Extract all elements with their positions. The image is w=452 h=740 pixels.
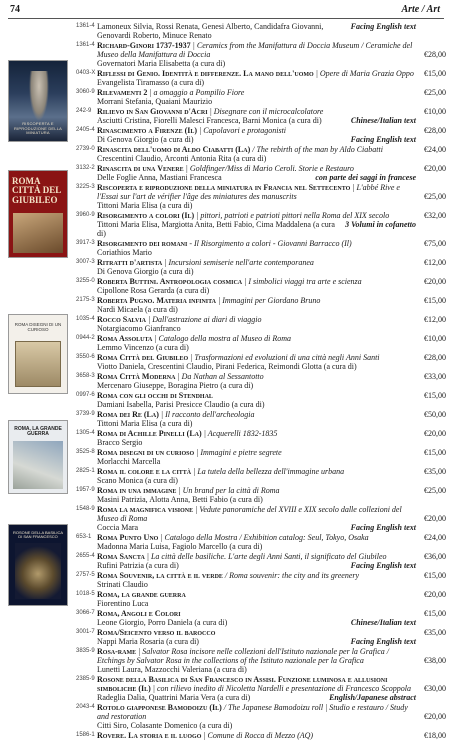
catalog-entry-author — [76, 495, 446, 504]
catalog-entry-author — [76, 523, 446, 532]
catalog-entry-author — [76, 580, 446, 589]
catalog-entry-title — [76, 41, 446, 59]
isbn-code: 3960-9 — [76, 211, 95, 218]
catalog-entry-author — [76, 561, 446, 570]
catalog-entry-title — [76, 552, 446, 561]
book-subtitle: | Immagini per Giordano Bruno — [218, 295, 321, 305]
book-title[interactable]: Roma Punto Uno — [97, 532, 159, 542]
language-note: Facing English text — [350, 523, 416, 532]
catalog-entry-title — [76, 703, 446, 721]
catalog-list — [76, 22, 446, 740]
book-title[interactable]: Roberta Pugno. Materia infinita — [97, 295, 217, 305]
price: €30,00 — [424, 683, 446, 693]
isbn-code: 3001-7 — [76, 628, 95, 635]
isbn-code: 3658-3 — [76, 372, 95, 379]
isbn-code: 3132-2 — [76, 164, 95, 171]
isbn-code: 3225-3 — [76, 183, 95, 190]
price: €15,00 — [424, 447, 446, 457]
book-subtitle: | Goldfinger/Miss di Mario Ceroli. Storie e Restauro — [185, 163, 354, 173]
catalog-entry-author — [76, 135, 446, 144]
language-note: Facing English text — [350, 637, 416, 646]
catalog-entry-author — [76, 201, 446, 210]
catalog-entry-title — [76, 69, 446, 78]
catalog-entry-title — [76, 571, 446, 580]
language-note: con parte dei saggi in francese — [315, 173, 416, 182]
author-line: Leone Giorgio, Porro Daniela (a cura di) — [97, 618, 228, 627]
catalog-entry-author — [76, 542, 446, 551]
author-line: Crescentini Claudio, Arconti Antonia Rita (a cura di) — [97, 154, 267, 163]
price: €28,00 — [424, 125, 446, 135]
book-title[interactable]: Rovere. La storia e il luogo — [97, 730, 202, 740]
price: €18,00 — [424, 730, 446, 740]
price: €24,00 — [424, 144, 446, 154]
isbn-code: 3525-8 — [76, 448, 95, 455]
book-title[interactable]: Rilievo in San Giovanni d'Acri — [97, 106, 208, 116]
book-title[interactable]: Rilevamenti 2 — [97, 87, 148, 97]
header-rule — [8, 18, 444, 19]
author-line: Mercenaro Giuseppe, Boragina Pietro (a cura di) — [97, 381, 254, 390]
book-subtitle: / The Japanese Bamodoizu roll | Studio e restauro / Study and restoration — [97, 702, 408, 721]
cover-title: RISCOPERTA E RIPRODUZIONE DELLA MINIATURA — [13, 121, 63, 135]
isbn-code: 242-9 — [76, 107, 92, 114]
catalog-entry-title — [76, 467, 446, 476]
book-title[interactable]: Ritratti d'artista — [97, 257, 163, 267]
price: €25,00 — [424, 87, 446, 97]
language-note: Facing English text — [350, 561, 416, 570]
language-note: English/Japanese abstract — [329, 693, 416, 702]
catalog-entry-author — [76, 381, 446, 390]
author-line: Damiani Isabella, Parisi Presicce Claudio (a cura di) — [97, 400, 265, 409]
price: €50,00 — [424, 409, 446, 419]
language-note: Chinese/Italian text — [350, 618, 416, 627]
catalog-entry-title — [76, 315, 446, 324]
catalog-entry-title — [76, 258, 446, 267]
book-subtitle: | Dall'astrazione ai diari di viaggio — [148, 314, 262, 324]
book-subtitle: | Capolavori e protagonisti — [199, 125, 287, 135]
author-line: Lunetti Laura, Mazzocchi Valeriana (a cura di) — [97, 665, 247, 674]
catalog-entry-title — [76, 239, 446, 248]
catalog-entry-title — [76, 372, 446, 381]
price: €24,00 — [424, 532, 446, 542]
book-title[interactable]: Rosa-rame — [97, 646, 137, 656]
price: €32,00 — [424, 210, 446, 220]
author-line: Lemmo Vincenzo (a cura di) — [97, 343, 189, 352]
isbn-code: 2655-4 — [76, 552, 95, 559]
price: €33,00 — [424, 371, 446, 381]
book-subtitle: - Il Risorgimento a colori - Giovanni Barracco (Il) — [189, 238, 352, 248]
isbn-code: 2175-3 — [76, 296, 95, 303]
catalog-entry-title — [76, 609, 446, 618]
catalog-entry-author — [76, 476, 446, 485]
author-line: Coccia Mara — [97, 523, 139, 532]
price: €20,00 — [424, 513, 446, 523]
price: €12,00 — [424, 314, 446, 324]
price: €10,00 — [424, 106, 446, 116]
book-subtitle: | La tutela della bellezza dell'immagine urbana — [193, 466, 345, 476]
price: €36,00 — [424, 551, 446, 561]
catalog-entry-author — [76, 78, 446, 87]
isbn-code: 3007-3 — [76, 258, 95, 265]
price: €10,00 — [424, 333, 446, 343]
book-title[interactable]: Roma, la grande guerra — [97, 589, 186, 599]
book-subtitle: | Ceramics from the Manifattura di Doccia Museum / Ceramiche del Museo della Manifattura di Doccia — [97, 40, 413, 59]
price: €20,00 — [424, 711, 446, 721]
isbn-code: 0997-6 — [76, 391, 95, 398]
catalog-entry-author — [76, 173, 446, 182]
isbn-code: 3739-9 — [76, 410, 95, 417]
book-title[interactable]: Roma in una immagine — [97, 485, 177, 495]
isbn-code: 0403-X — [76, 69, 96, 76]
author-line: Notargiacomo Gianfranco — [97, 324, 181, 333]
book-subtitle: | Acquerelli 1832-1835 — [203, 428, 278, 438]
price: €15,00 — [424, 570, 446, 580]
author-line: Radeglia Dalia, Quattrini Maria Vera (a cura di) — [97, 693, 251, 702]
section-title: Arte / Art — [401, 4, 440, 15]
author-line: Di Genova Giorgio (a cura di) — [97, 135, 194, 144]
catalog-entry-title — [76, 675, 446, 693]
book-subtitle: | Disegnare con il microcalcolatore — [209, 106, 324, 116]
isbn-code: 2825-1 — [76, 467, 95, 474]
book-title[interactable]: Roma dei Re (La) — [97, 409, 159, 419]
book-subtitle: | Incursioni semiserie nell'arte contemporanea — [164, 257, 314, 267]
book-subtitle: | a omaggio a Pompilio Fiore — [149, 87, 245, 97]
isbn-code: 2739-0 — [76, 145, 95, 152]
catalog-entry-author — [76, 343, 446, 352]
author-line: Bracco Sergio — [97, 438, 143, 447]
catalog-entry-author — [76, 220, 446, 238]
book-title[interactable]: Rinascimento a Firenze (Il) — [97, 125, 198, 135]
author-line: Tittoni Maria Elisa, Margiotta Anita, Betti Fabio, Cima Maddalena (a cura di) — [97, 220, 335, 238]
book-subtitle: | I simbolici viaggi tra arte e scienza — [244, 276, 362, 286]
book-cover-grande-guerra[interactable] — [8, 420, 68, 494]
catalog-entry-title — [76, 296, 446, 305]
book-title[interactable]: Roma Assoluta — [97, 333, 153, 343]
catalog-entry-author — [76, 267, 446, 276]
book-title[interactable]: Roma Città Moderna — [97, 371, 176, 381]
price: €15,00 — [424, 608, 446, 618]
isbn-code: 1361-4 — [76, 41, 95, 48]
catalog-entry-title — [76, 731, 446, 740]
isbn-code: 1305-4 — [76, 429, 95, 436]
isbn-code: 2405-4 — [76, 126, 95, 133]
book-title[interactable]: Roma/Seicento verso il barocco — [97, 627, 216, 637]
catalog-entry-title — [76, 126, 446, 135]
catalog-entry-title — [76, 391, 446, 400]
language-note: Facing English text — [350, 135, 416, 144]
author-line: Morrani Stefania, Quaiani Maurizio — [97, 97, 213, 106]
author-line: Nardi Micaela (a cura di) — [97, 305, 178, 314]
author-line: Rufini Patrizia (a cura di) — [97, 561, 179, 570]
book-subtitle: | La città delle basiliche. L'arte degli Anni Santi, il significato del Giubileo — [146, 551, 387, 561]
catalog-entry-title — [76, 107, 446, 116]
isbn-code: 1586-1 — [76, 731, 95, 738]
catalog-entry-author — [76, 665, 446, 674]
book-title[interactable]: Roma il colore e la città — [97, 466, 192, 476]
isbn-code: 2757-5 — [76, 571, 95, 578]
isbn-code: 3550-6 — [76, 353, 95, 360]
catalog-entry-title — [76, 164, 446, 173]
catalog-entry-author — [76, 305, 446, 314]
book-title[interactable]: Riscoperta e riproduzione della miniatura in Francia nel Settecento — [97, 182, 351, 192]
book-subtitle: | Immagini e pietre segrete — [196, 447, 282, 457]
isbn-code: 1361-4 — [76, 23, 95, 29]
catalog-entry-author — [76, 693, 446, 702]
catalog-entry-title — [76, 486, 446, 495]
book-title[interactable]: Rinascita di una Venere — [97, 163, 184, 173]
catalog-entry-author — [76, 97, 446, 106]
author-line: Nappi Maria Rosaria (a cura di) — [97, 637, 199, 646]
price: €75,00 — [424, 238, 446, 248]
author-line: Delle Foglie Anna, Mastiani Francesca — [97, 173, 222, 182]
cover-title: ROMA, LA GRANDE GUERRA — [14, 426, 62, 438]
book-title[interactable]: Richard-Ginori 1737-1937 — [97, 40, 191, 50]
isbn-code: 653-1 — [76, 533, 92, 540]
isbn-code: 1018-5 — [76, 590, 95, 597]
author-line: Evangelista Tiramasso (a cura di) — [97, 78, 205, 87]
book-title[interactable]: Roma la magnifica visione — [97, 504, 194, 514]
language-note: Facing English text — [350, 22, 416, 31]
author-line: Viotto Daniela, Crescentini Claudio, Pirani Federica, Reimondi Glotta (a cura di) — [97, 362, 357, 371]
author-line: Governatori Maria Elisabetta (a cura di) — [97, 59, 226, 68]
catalog-entry-title — [76, 505, 446, 523]
book-title[interactable]: Risorgimento a colori (Il) — [97, 210, 195, 220]
author-line: Strinati Claudio — [97, 580, 148, 589]
isbn-code: 3917-3 — [76, 239, 95, 246]
price: €20,00 — [424, 589, 446, 599]
catalog-entry-author — [76, 22, 446, 40]
catalog-entry-title — [76, 533, 446, 542]
catalog-entry-author — [76, 286, 446, 295]
isbn-code: 1035-4 — [76, 315, 95, 322]
cover-illustration — [29, 71, 49, 121]
book-title[interactable]: Roma, Angoli e Colori — [97, 608, 181, 618]
cover-title: ROSONE DELLA BASILICA DI SAN FRANCESCO — [12, 530, 64, 540]
book-title[interactable]: Risorgimento dei romani — [97, 238, 188, 248]
book-title[interactable]: Rocco Salvia — [97, 314, 147, 324]
author-line: Madonna Maria Luisa, Fagiolo Marcello (a cura di) — [97, 542, 263, 551]
isbn-code: 3835-9 — [76, 647, 95, 654]
book-cover-giubileo[interactable] — [8, 170, 68, 258]
book-title[interactable]: Roma Sancta — [97, 551, 145, 561]
author-line: Scano Monica (a cura di) — [97, 476, 178, 485]
isbn-code: 2385-9 — [76, 675, 95, 682]
author-line: Di Genova Giorgio (a cura di) — [97, 267, 194, 276]
catalog-entry-title — [76, 88, 446, 97]
book-title[interactable]: Roma di Achille Pinelli (La) — [97, 428, 202, 438]
catalog-entry-title — [76, 145, 446, 154]
catalog-entry-title — [76, 628, 446, 637]
catalog-entry-author — [76, 59, 446, 68]
catalog-entry-title — [76, 448, 446, 457]
catalog-entry-author — [76, 438, 446, 447]
catalog-entry-author — [76, 248, 446, 257]
book-title[interactable]: Roma Souvenir, la città e il verde — [97, 570, 223, 580]
catalog-entry-author — [76, 116, 446, 125]
catalog-entry-title — [76, 211, 446, 220]
catalog-entry-title — [76, 353, 446, 362]
catalog-entry-author — [76, 637, 446, 646]
catalog-entry-title — [76, 429, 446, 438]
book-subtitle: | Salvator Rosa incisore nelle collezioni dell'Istituto nazionale per la Grafica / Etchings by Salvator Rosa in the collections of the Istituto nazionale per la Grafica — [97, 646, 390, 665]
book-subtitle: | Da Nathan al Sessantotto — [177, 371, 264, 381]
cover-illustration — [15, 543, 61, 599]
book-title[interactable]: Riflessi di Genio. Identità e differenze. La mano dell'uomo — [97, 68, 314, 78]
catalog-entry-author — [76, 154, 446, 163]
book-title[interactable]: Roberta Buttini. Antropologia cosmica — [97, 276, 243, 286]
book-title[interactable]: Roma Città del Giubileo — [97, 352, 189, 362]
book-title[interactable]: Roma con gli occhi di Stendhal — [97, 390, 213, 400]
author-line: Tittoni Maria Elisa (a cura di) — [97, 419, 193, 428]
catalog-entry-title — [76, 277, 446, 286]
price: €20,00 — [424, 163, 446, 173]
cover-title: ROMA CITTÀ DEL GIUBILEO — [12, 176, 61, 205]
catalog-entry-author — [76, 618, 446, 627]
book-title[interactable]: Roma disegni di un curioso — [97, 447, 195, 457]
price: €12,00 — [424, 257, 446, 267]
author-line: Asciutti Cristina, Fiorelli Malesci Francesca, Barni Monica (a cura di) — [97, 116, 322, 125]
price: €25,00 — [424, 191, 446, 201]
cover-illustration — [13, 213, 63, 253]
book-subtitle: | Opere di Maria Grazia Oppo — [315, 68, 414, 78]
isbn-code: 0944-2 — [76, 334, 95, 341]
author-line: Masini Patrizia, Alotta Anna, Betti Fabio (a cura di) — [97, 495, 263, 504]
catalog-entry-author — [76, 457, 446, 466]
book-subtitle: | Catalogo della Mostra / Exhibition catalog: Seul, Tokyo, Osaka — [160, 532, 369, 542]
book-cover-miniatura[interactable] — [8, 60, 68, 142]
page-header — [8, 4, 444, 18]
book-cover-rosone[interactable] — [8, 524, 68, 606]
isbn-code: 1957-9 — [76, 486, 95, 493]
catalog-entry-title — [76, 334, 446, 343]
book-subtitle: | con rilievo inedito di Nicoletta Nardelli e presentazione di Francesco Scoppola — [152, 683, 412, 693]
author-line: Lamoneux Silvia, Rossi Renata, Genesi Alberto, Candidafra Giovanni, Genovardi Roberto, Minuce Renato — [97, 22, 324, 40]
book-subtitle: | Il racconto dell'archeologia — [160, 409, 255, 419]
book-title[interactable]: Rosone della Basilica di San Francesco in Assisi. Funzione luminosa e allusioni simboliche (Il) — [97, 674, 388, 693]
book-title[interactable]: Rotolo giapponese Bamodoizu (Il) — [97, 702, 222, 712]
book-subtitle: | Vedute panoramiche del XVIII e XIX secolo dalle collezioni del Museo di Roma — [97, 504, 402, 523]
book-subtitle: / The rebirth of the man by Aldo Ciabatti — [252, 144, 383, 154]
language-note: Chinese/Italian text — [350, 116, 416, 125]
author-line: Morlacchi Marcella — [97, 457, 161, 466]
catalog-entry-title — [76, 410, 446, 419]
price: €20,00 — [424, 428, 446, 438]
author-line: Fiorentino Luca — [97, 599, 149, 608]
price: €35,00 — [424, 627, 446, 637]
author-line: Tittoni Maria Elisa (a cura di) — [97, 201, 193, 210]
book-cover-disegni[interactable] — [8, 314, 68, 394]
catalog-entry-author — [76, 599, 446, 608]
catalog-entry-title — [76, 647, 446, 665]
price: €35,00 — [424, 466, 446, 476]
isbn-code: 3060-9 — [76, 88, 95, 95]
author-line: Coriathios Mario — [97, 248, 152, 257]
price: €15,00 — [424, 390, 446, 400]
price: €28,00 — [424, 352, 446, 362]
catalog-entry-title — [76, 183, 446, 201]
price: €20,00 — [424, 276, 446, 286]
book-subtitle: | Catalogo della mostra al Museo di Roma — [154, 333, 291, 343]
price: €38,00 — [424, 655, 446, 665]
isbn-code: 3255-0 — [76, 277, 95, 284]
book-subtitle: | L'abbé Rive e l'Essai sur l'art de vérifier l'âge des miniatures des manuscrits — [97, 182, 400, 201]
catalog-entry-author — [76, 419, 446, 428]
isbn-code: 2043-4 — [76, 703, 95, 710]
isbn-code: 1548-9 — [76, 505, 95, 512]
author-line: Cipollone Rosa Gerarda (a cura di) — [97, 286, 210, 295]
cover-illustration — [13, 441, 63, 489]
language-note: 3 Volumi in cofanetto — [345, 220, 416, 229]
page-number: 74 — [10, 4, 20, 15]
book-subtitle: / Roma souvenir: the city and its greenery — [224, 570, 360, 580]
book-subtitle: | Comune di Rocca di Mezzo (AQ) — [203, 730, 314, 740]
price: €15,00 — [424, 295, 446, 305]
price: €25,00 — [424, 485, 446, 495]
book-title[interactable]: Rinascita dell'uomo di Aldo Ciabatti (La) — [97, 144, 251, 154]
catalog-entry-author — [76, 324, 446, 333]
catalog-entry-author — [76, 362, 446, 371]
catalog-entry-author — [76, 400, 446, 409]
book-subtitle: | Trasformazioni ed evoluzioni di una città negli Anni Santi — [190, 352, 380, 362]
book-subtitle: | pittori, patrioti e patrioti pittori nella Roma del XIX secolo — [196, 210, 390, 220]
author-line: Citti Siro, Colasante Domenico (a cura di) — [97, 721, 233, 730]
catalog-entry-author — [76, 721, 446, 730]
cover-title: ROMA DISEGNI DI UN CURIOSO — [14, 322, 62, 332]
catalog-entry-title — [76, 590, 446, 599]
cover-illustration — [15, 341, 61, 387]
price: €28,00 — [424, 49, 446, 59]
book-subtitle: | Un brand per la città di Roma — [178, 485, 280, 495]
price: €15,00 — [424, 68, 446, 78]
isbn-code: 3066-7 — [76, 609, 95, 616]
